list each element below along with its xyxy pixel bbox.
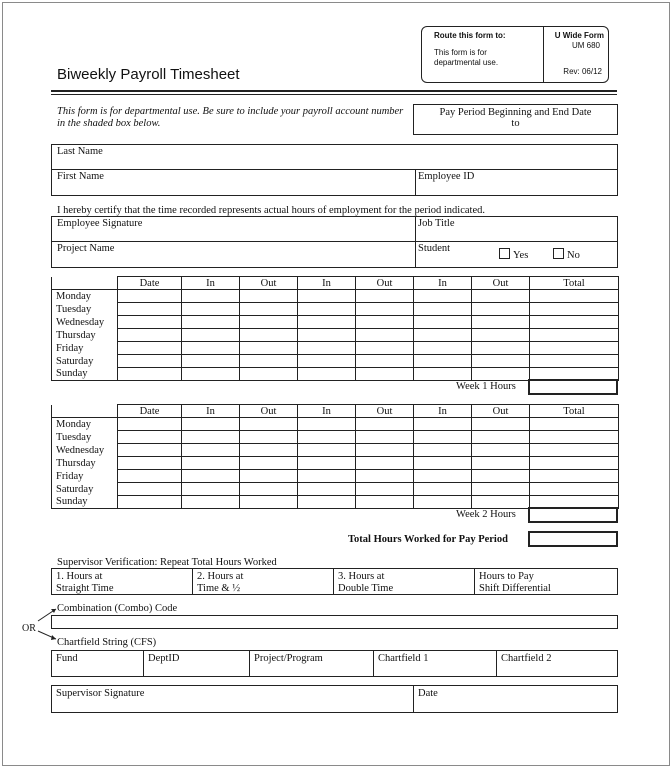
week2-entry-cell[interactable] bbox=[356, 418, 414, 431]
week1-entry-cell[interactable] bbox=[240, 290, 298, 303]
week1-entry-cell[interactable] bbox=[118, 316, 182, 329]
week1-entry-cell[interactable] bbox=[182, 368, 240, 381]
week2-entry-cell[interactable] bbox=[182, 470, 240, 483]
week1-entry-cell[interactable] bbox=[472, 368, 530, 381]
week1-entry-cell[interactable] bbox=[414, 290, 472, 303]
week2-entry-cell[interactable] bbox=[472, 470, 530, 483]
straight-time-cell[interactable]: 1. Hours at Straight Time bbox=[52, 569, 193, 594]
week2-header-in-4: In bbox=[298, 405, 356, 418]
week2-day-label: Monday bbox=[52, 418, 118, 431]
week1-entry-cell[interactable] bbox=[356, 368, 414, 381]
week2-entry-cell[interactable] bbox=[182, 483, 240, 496]
week2-entry-cell[interactable] bbox=[414, 457, 472, 470]
table-row bbox=[52, 342, 619, 355]
week2-entry-cell[interactable] bbox=[472, 483, 530, 496]
week2-header-row bbox=[52, 405, 619, 418]
week1-entry-cell[interactable] bbox=[414, 316, 472, 329]
week1-header-out-3: Out bbox=[240, 277, 298, 290]
week1-entry-cell[interactable] bbox=[118, 290, 182, 303]
week2-entry-cell[interactable] bbox=[182, 496, 240, 509]
week2-entry-cell[interactable] bbox=[356, 483, 414, 496]
week1-day-label: Wednesday bbox=[52, 316, 118, 329]
week2-entry-cell[interactable] bbox=[240, 444, 298, 457]
week2-entry-cell[interactable] bbox=[118, 418, 182, 431]
form-name: U Wide Form bbox=[554, 31, 604, 40]
week2-entry-cell[interactable] bbox=[182, 457, 240, 470]
week2-header-in-2: In bbox=[182, 405, 240, 418]
week2-entry-cell[interactable] bbox=[240, 457, 298, 470]
combo-code-box[interactable] bbox=[51, 615, 618, 629]
week1-entry-cell[interactable] bbox=[472, 303, 530, 316]
table-row bbox=[52, 355, 619, 368]
pay-period-label: Pay Period Beginning and End Date bbox=[439, 107, 592, 118]
week1-entry-cell[interactable] bbox=[182, 355, 240, 368]
week1-entry-cell[interactable] bbox=[182, 342, 240, 355]
week1-entry-cell[interactable] bbox=[298, 303, 356, 316]
week1-entry-cell[interactable] bbox=[414, 368, 472, 381]
yes-label: Yes bbox=[513, 250, 529, 261]
week1-entry-cell[interactable] bbox=[182, 316, 240, 329]
week2-entry-cell[interactable] bbox=[240, 418, 298, 431]
week1-entry-cell[interactable] bbox=[472, 355, 530, 368]
week1-header-in-2: In bbox=[182, 277, 240, 290]
week2-entry-cell[interactable] bbox=[118, 496, 182, 509]
double-time-cell[interactable]: 3. Hours at Double Time bbox=[334, 569, 475, 594]
week2-entry-cell[interactable] bbox=[298, 431, 356, 444]
no-label: No bbox=[567, 250, 580, 261]
week1-header-date-1: Date bbox=[118, 277, 182, 290]
form-title: Biweekly Payroll Timesheet bbox=[57, 66, 240, 83]
student-yes-option[interactable] bbox=[499, 248, 528, 261]
employee-signature-field[interactable]: Employee Signature bbox=[57, 218, 143, 229]
week1-entry-cell[interactable] bbox=[298, 368, 356, 381]
table-row bbox=[52, 418, 619, 431]
week2-entry-cell[interactable] bbox=[182, 418, 240, 431]
supervisor-verification-row bbox=[51, 568, 618, 595]
week1-entry-cell[interactable] bbox=[240, 329, 298, 342]
week2-header-day-0 bbox=[52, 405, 118, 418]
week1-entry-cell[interactable] bbox=[298, 329, 356, 342]
week1-header-row bbox=[52, 277, 619, 290]
week2-header-out-5: Out bbox=[356, 405, 414, 418]
chartfield-2-cell[interactable]: Chartfield 2 bbox=[501, 653, 552, 664]
week2-header-out-3: Out bbox=[240, 405, 298, 418]
week1-entry-cell[interactable] bbox=[182, 329, 240, 342]
combo-code-label: Combination (Combo) Code bbox=[57, 603, 178, 614]
certification-text: I hereby certify that the time recorded represents actual hours of employment for the period indicated. bbox=[57, 205, 485, 216]
employee-id-field[interactable]: Employee ID bbox=[418, 171, 475, 182]
week2-entry-cell[interactable] bbox=[530, 431, 619, 444]
week2-entry-cell[interactable] bbox=[472, 418, 530, 431]
week2-hours-box[interactable] bbox=[528, 507, 618, 523]
week2-entry-cell[interactable] bbox=[414, 431, 472, 444]
week1-entry-cell[interactable] bbox=[414, 329, 472, 342]
week2-entry-cell[interactable] bbox=[182, 431, 240, 444]
week1-entry-cell[interactable] bbox=[530, 303, 619, 316]
deptid-cell[interactable]: DeptID bbox=[144, 651, 250, 676]
week2-entry-cell[interactable] bbox=[472, 457, 530, 470]
week2-entry-cell[interactable] bbox=[356, 496, 414, 509]
job-title-field[interactable]: Job Title bbox=[418, 218, 455, 229]
week1-entry-cell[interactable] bbox=[530, 290, 619, 303]
week2-entry-cell[interactable] bbox=[472, 496, 530, 509]
project-name-field[interactable]: Project Name bbox=[57, 243, 115, 254]
project-program-cell[interactable]: Project/Program bbox=[250, 651, 374, 676]
week1-hours-label: Week 1 Hours bbox=[456, 381, 516, 392]
week1-header-out-7: Out bbox=[472, 277, 530, 290]
week1-entry-cell[interactable] bbox=[240, 316, 298, 329]
week2-day-label: Saturday bbox=[52, 483, 118, 496]
week2-entry-cell[interactable] bbox=[530, 470, 619, 483]
week1-entry-cell[interactable] bbox=[118, 368, 182, 381]
week1-entry-cell[interactable] bbox=[530, 342, 619, 355]
route-box bbox=[421, 26, 609, 83]
week1-entry-cell[interactable] bbox=[298, 342, 356, 355]
signature-block bbox=[51, 216, 618, 268]
week2-header-out-7: Out bbox=[472, 405, 530, 418]
week1-day-label: Sunday bbox=[52, 368, 118, 381]
week1-entry-cell[interactable] bbox=[118, 303, 182, 316]
table-row bbox=[52, 470, 619, 483]
chartfield-1-cell[interactable]: Chartfield 1 bbox=[374, 651, 497, 676]
week2-entry-cell[interactable] bbox=[356, 444, 414, 457]
title-rule bbox=[51, 90, 617, 92]
table-row bbox=[52, 303, 619, 316]
week1-entry-cell[interactable] bbox=[472, 342, 530, 355]
yes-checkbox[interactable] bbox=[499, 248, 510, 259]
week2-header-in-6: In bbox=[414, 405, 472, 418]
week2-entry-cell[interactable] bbox=[530, 418, 619, 431]
week2-entry-cell[interactable] bbox=[414, 483, 472, 496]
or-label: OR bbox=[22, 623, 36, 634]
week1-entry-cell[interactable] bbox=[182, 290, 240, 303]
week2-entry-cell[interactable] bbox=[118, 483, 182, 496]
week1-day-label: Saturday bbox=[52, 355, 118, 368]
time-and-half-cell[interactable]: 2. Hours at Time & ½ bbox=[193, 569, 334, 594]
week2-header-total-8: Total bbox=[530, 405, 619, 418]
total-hours-box[interactable] bbox=[528, 531, 618, 547]
week2-entry-cell[interactable] bbox=[530, 444, 619, 457]
name-block bbox=[51, 144, 618, 196]
week1-entry-cell[interactable] bbox=[298, 290, 356, 303]
supervisor-signature-row bbox=[51, 685, 618, 713]
no-checkbox[interactable] bbox=[553, 248, 564, 259]
week1-header-in-4: In bbox=[298, 277, 356, 290]
first-name-field[interactable]: First Name bbox=[57, 171, 104, 182]
table-row bbox=[52, 290, 619, 303]
last-name-field[interactable]: Last Name bbox=[57, 146, 103, 157]
week2-entry-cell[interactable] bbox=[414, 470, 472, 483]
week2-entry-cell[interactable] bbox=[240, 470, 298, 483]
revision: Rev: 06/12 bbox=[563, 67, 602, 76]
week2-entry-cell[interactable] bbox=[298, 457, 356, 470]
week1-entry-cell[interactable] bbox=[240, 368, 298, 381]
week1-entry-cell[interactable] bbox=[472, 316, 530, 329]
week1-header-day-0 bbox=[52, 277, 118, 290]
week2-entry-cell[interactable] bbox=[472, 431, 530, 444]
week1-entry-cell[interactable] bbox=[356, 316, 414, 329]
route-text: This form is for departmental use. bbox=[434, 48, 499, 67]
week2-day-label: Tuesday bbox=[52, 431, 118, 444]
week2-day-label: Thursday bbox=[52, 457, 118, 470]
week1-entry-cell[interactable] bbox=[298, 355, 356, 368]
week2-entry-cell[interactable] bbox=[414, 496, 472, 509]
shift-differential-cell[interactable]: Hours to Pay Shift Differential bbox=[479, 571, 551, 594]
week2-entry-cell[interactable] bbox=[414, 444, 472, 457]
table-row bbox=[52, 329, 619, 342]
or-arrows bbox=[30, 604, 60, 644]
intro-text: This form is for departmental use. Be sure to include your payroll account number in the shaded box below. bbox=[57, 106, 404, 129]
week2-hours-label: Week 2 Hours bbox=[456, 509, 516, 520]
week1-header-out-5: Out bbox=[356, 277, 414, 290]
week2-table bbox=[51, 404, 619, 509]
week1-entry-cell[interactable] bbox=[530, 355, 619, 368]
week1-entry-cell[interactable] bbox=[240, 303, 298, 316]
week2-entry-cell[interactable] bbox=[356, 470, 414, 483]
week2-entry-cell[interactable] bbox=[298, 496, 356, 509]
week1-entry-cell[interactable] bbox=[182, 303, 240, 316]
week2-entry-cell[interactable] bbox=[298, 444, 356, 457]
week1-header-in-6: In bbox=[414, 277, 472, 290]
student-no-option[interactable] bbox=[553, 248, 580, 261]
supervisor-signature-field[interactable]: Supervisor Signature bbox=[52, 686, 414, 712]
week1-entry-cell[interactable] bbox=[530, 316, 619, 329]
table-row bbox=[52, 457, 619, 470]
week2-entry-cell[interactable] bbox=[298, 418, 356, 431]
week1-entry-cell[interactable] bbox=[118, 342, 182, 355]
table-row bbox=[52, 431, 619, 444]
supervisor-verification-title: Supervisor Verification: Repeat Total Hours Worked bbox=[57, 557, 277, 568]
chartfield-string-label: Chartfield String (CFS) bbox=[57, 637, 157, 648]
week1-entry-cell[interactable] bbox=[356, 303, 414, 316]
week1-day-label: Thursday bbox=[52, 329, 118, 342]
week1-day-label: Monday bbox=[52, 290, 118, 303]
week2-entry-cell[interactable] bbox=[298, 483, 356, 496]
route-label: Route this form to: bbox=[434, 31, 506, 40]
week2-entry-cell[interactable] bbox=[182, 444, 240, 457]
week1-entry-cell[interactable] bbox=[472, 329, 530, 342]
week1-entry-cell[interactable] bbox=[298, 316, 356, 329]
week1-header-total-8: Total bbox=[530, 277, 619, 290]
week1-entry-cell[interactable] bbox=[118, 329, 182, 342]
week2-day-label: Sunday bbox=[52, 496, 118, 509]
week1-day-label: Tuesday bbox=[52, 303, 118, 316]
week2-entry-cell[interactable] bbox=[118, 431, 182, 444]
student-label: Student bbox=[418, 243, 451, 254]
week2-header-date-1: Date bbox=[118, 405, 182, 418]
week2-entry-cell[interactable] bbox=[240, 431, 298, 444]
week2-entry-cell[interactable] bbox=[240, 496, 298, 509]
week1-entry-cell[interactable] bbox=[530, 329, 619, 342]
week1-entry-cell[interactable] bbox=[356, 329, 414, 342]
week1-entry-cell[interactable] bbox=[356, 290, 414, 303]
week1-entry-cell[interactable] bbox=[118, 355, 182, 368]
week2-entry-cell[interactable] bbox=[530, 457, 619, 470]
week1-entry-cell[interactable] bbox=[472, 290, 530, 303]
week2-entry-cell[interactable] bbox=[118, 470, 182, 483]
week1-entry-cell[interactable] bbox=[356, 355, 414, 368]
week2-entry-cell[interactable] bbox=[118, 457, 182, 470]
week2-entry-cell[interactable] bbox=[472, 444, 530, 457]
week2-entry-cell[interactable] bbox=[356, 457, 414, 470]
pay-period-to: to bbox=[511, 118, 520, 129]
week2-day-label: Friday bbox=[52, 470, 118, 483]
supervisor-date-field[interactable]: Date bbox=[418, 688, 438, 699]
week1-entry-cell[interactable] bbox=[414, 303, 472, 316]
fund-cell[interactable]: Fund bbox=[52, 651, 144, 676]
week1-hours-box[interactable] bbox=[528, 379, 618, 395]
cfs-row bbox=[51, 650, 618, 677]
week2-entry-cell[interactable] bbox=[298, 470, 356, 483]
week1-day-label: Friday bbox=[52, 342, 118, 355]
week2-entry-cell[interactable] bbox=[240, 483, 298, 496]
week1-table bbox=[51, 276, 619, 381]
week2-entry-cell[interactable] bbox=[414, 418, 472, 431]
week2-entry-cell[interactable] bbox=[530, 483, 619, 496]
week2-entry-cell[interactable] bbox=[118, 444, 182, 457]
week1-entry-cell[interactable] bbox=[240, 355, 298, 368]
table-row bbox=[52, 483, 619, 496]
table-row bbox=[52, 444, 619, 457]
week1-entry-cell[interactable] bbox=[356, 342, 414, 355]
table-row bbox=[52, 316, 619, 329]
week2-day-label: Wednesday bbox=[52, 444, 118, 457]
total-hours-label: Total Hours Worked for Pay Period bbox=[348, 534, 508, 545]
pay-period-box[interactable] bbox=[413, 104, 618, 135]
week1-entry-cell[interactable] bbox=[414, 355, 472, 368]
week1-entry-cell[interactable] bbox=[240, 342, 298, 355]
week1-entry-cell[interactable] bbox=[414, 342, 472, 355]
form-number: UM 680 bbox=[571, 41, 600, 50]
week2-entry-cell[interactable] bbox=[356, 431, 414, 444]
